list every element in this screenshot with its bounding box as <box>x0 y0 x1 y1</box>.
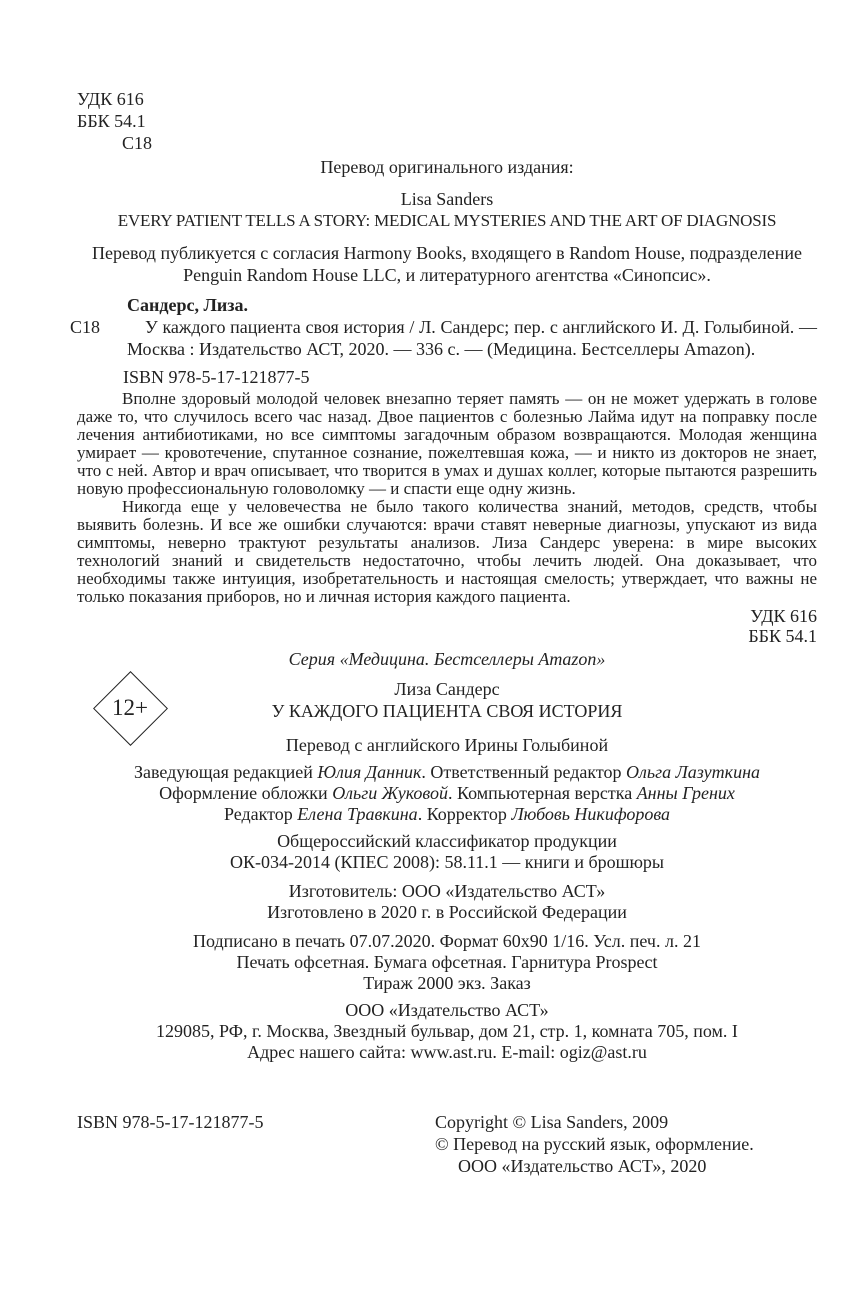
license-note: Перевод публикуется с согласия Harmony Books, входящего в Random House, подразделение Penguin Random House LLC, и литературного агентства «Синопсис». <box>91 243 803 285</box>
classifier-line-2: ОК-034-2014 (КПЕС 2008): 58.11.1 — книги и брошюры <box>229 852 665 872</box>
staff-credits <box>77 762 817 825</box>
publisher-name: ООО «Издательство АСТ» <box>345 1000 549 1020</box>
udk-code: УДК 616 <box>77 89 144 109</box>
catalog-isbn: ISBN 978-5-17-121877-5 <box>123 367 310 387</box>
annotation-paragraph-2: Никогда еще у человечества не было такого количества знаний, методов, средств, чтобы выявить болезнь. И все же ошибки случаются: врачи ставят неверные диагнозы, упускают из вида симптомы, неверно трактуют результаты анализов. Лиза Сандерс уверена: в мире высоких технологий знаний и свидетельств недостаточно, чтобы лечить людей. Она доказывает, что необходимы также интуиция, изобретательность и настоящая смелость; утверждает, что важны не только показания приборов, но и личная история каждого пациента. <box>77 497 817 606</box>
manufacturer-line-1: Изготовитель: ООО «Издательство АСТ» <box>288 881 606 901</box>
age-rating-label: 12+ <box>112 695 148 720</box>
staff-role: . Ответственный редактор <box>421 762 627 782</box>
publisher-info <box>77 1000 817 1063</box>
classifier-line-1: Общероссийский классификатор продукции <box>277 831 617 851</box>
staff-role: Заведующая редакцией <box>133 762 318 782</box>
author-sign-code: С18 <box>122 133 153 153</box>
staff-name: Ольги Жуковой <box>332 783 449 803</box>
translator-line: Перевод с английского Ирины Голыбиной <box>285 735 609 755</box>
print-info-line-3: Тираж 2000 экз. Заказ <box>363 973 531 993</box>
copyright-block <box>435 1111 817 1177</box>
footer-isbn: ISBN 978-5-17-121877-5 <box>77 1112 264 1132</box>
product-classifier <box>77 831 817 873</box>
staff-name: Любовь Никифорова <box>511 804 671 824</box>
translation-note: Перевод оригинального издания: <box>320 157 574 177</box>
print-info-line-2: Печать офсетная. Бумага офсетная. Гарнитура Prospect <box>236 952 658 972</box>
staff-name: Юлия Данник <box>317 762 422 782</box>
book-heading <box>77 678 817 722</box>
bbk-code-right: ББК 54.1 <box>748 626 817 646</box>
staff-line-1 <box>77 762 817 783</box>
catalog-author-heading: Сандерс, Лиза. <box>127 295 248 315</box>
annotation <box>77 390 817 606</box>
staff-role: . Компьютерная верстка <box>448 783 637 803</box>
original-edition <box>77 188 817 232</box>
staff-role: Оформление обложки <box>159 783 333 803</box>
staff-role: . Корректор <box>417 804 512 824</box>
original-author: Lisa Sanders <box>400 189 494 209</box>
staff-name: Анны Грених <box>636 783 735 803</box>
staff-name: Ольга Лазуткина <box>626 762 761 782</box>
catalog-entry-block <box>70 294 817 388</box>
catalog-entry-code: С18 <box>70 317 101 337</box>
annotation-paragraph-1: Вполне здоровый молодой человек внезапно теряет память — он не может удержать в голове даже то, что случилось всего час назад. Двое пациентов с болезнью Лайма идут на поправку после лечения антибиотиками, но все симптомы загадочным образом возвращаются. Молодая женщина умирает — кровотечение, спутанное сознание, пожелтевшая кожа, — и никто из докторов не знает, что с ней. Автор и врач описывает, что творится в умах и душах коллег, которые пытаются разрешить новую профессиональную головоломку — и спасти еще одну жизнь. <box>77 389 817 498</box>
age-rating-badge <box>93 670 167 746</box>
print-info-line-1: Подписано в печать 07.07.2020. Формат 60x90 1/16. Усл. печ. л. 21 <box>193 931 701 951</box>
udk-code-right: УДК 616 <box>750 606 817 626</box>
staff-line-3 <box>77 804 817 825</box>
classification-top <box>77 88 817 154</box>
publisher-contacts: Адрес нашего сайта: www.ast.ru. E-mail: ogiz@ast.ru <box>247 1042 647 1062</box>
print-info <box>77 931 817 994</box>
staff-line-2 <box>77 783 817 804</box>
catalog-entry <box>70 316 817 360</box>
staff-name: Елена Травкина <box>297 804 418 824</box>
publisher-address: 129085, РФ, г. Москва, Звездный бульвар, дом 21, стр. 1, комната 705, пом. I <box>156 1021 738 1041</box>
manufacturer-info <box>77 881 817 923</box>
copyright-line-1: Copyright © Lisa Sanders, 2009 <box>435 1112 669 1132</box>
book-title: У КАЖДОГО ПАЦИЕНТА СВОЯ ИСТОРИЯ <box>271 701 623 721</box>
copyright-line-2: © Перевод на русский язык, оформление. <box>435 1134 754 1154</box>
original-title: EVERY PATIENT TELLS A STORY: MEDICAL MYSTERIES AND THE ART OF DIAGNOSIS <box>117 211 777 230</box>
catalog-entry-text: У каждого пациента своя история / Л. Сандерс; пер. с английского И. Д. Голыбиной. — Москва : Издательство АСТ, 2020. — 336 с. — (Медицина. Бестселлеры Amazon). <box>127 317 817 359</box>
copyright-line-3: ООО «Издательство АСТ», 2020 <box>458 1156 707 1176</box>
classification-right <box>77 606 817 646</box>
book-author: Лиза Сандерс <box>394 679 500 699</box>
footer <box>77 1111 817 1177</box>
bbk-code: ББК 54.1 <box>77 111 146 131</box>
manufacturer-line-2: Изготовлено в 2020 г. в Российской Федерации <box>267 902 627 922</box>
series-title: Серия «Медицина. Бестселлеры Amazon» <box>288 649 606 669</box>
staff-role: Редактор <box>223 804 298 824</box>
